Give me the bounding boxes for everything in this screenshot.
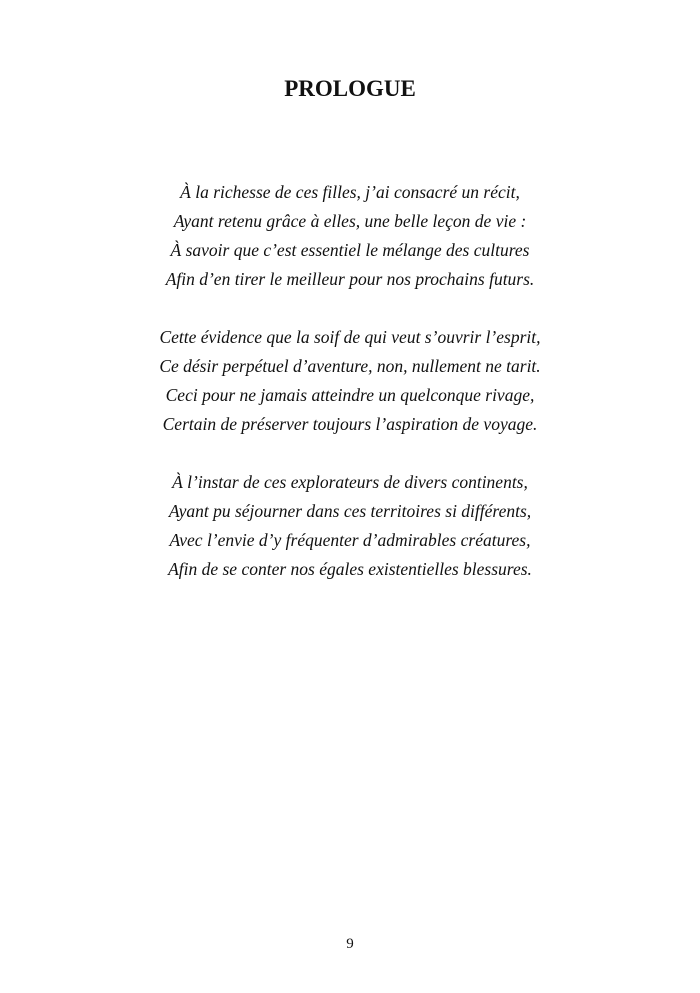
verse-line: Afin d’en tirer le meilleur pour nos prochains futurs. xyxy=(165,269,535,289)
poem xyxy=(0,178,700,613)
stanza xyxy=(0,468,700,584)
verse-line: Afin de se conter nos égales existentielles blessures. xyxy=(168,559,532,579)
verse-line: Certain de préserver toujours l’aspiration de voyage. xyxy=(162,414,538,434)
verse-line: À l’instar de ces explorateurs de divers continents, xyxy=(172,472,528,492)
stanza xyxy=(0,178,700,294)
page-title: PROLOGUE xyxy=(284,76,416,101)
verse-line: À la richesse de ces filles, j’ai consacré un récit, xyxy=(180,182,520,202)
verse-line: Avec l’envie d’y fréquenter d’admirables créatures, xyxy=(169,530,531,550)
verse-line: À savoir que c’est essentiel le mélange des cultures xyxy=(170,240,530,260)
page-number: 9 xyxy=(346,936,354,952)
verse-line: Ce désir perpétuel d’aventure, non, nullement ne tarit. xyxy=(159,356,541,376)
stanza xyxy=(0,323,700,439)
verse-line: Ayant retenu grâce à elles, une belle leçon de vie : xyxy=(173,211,527,231)
verse-line: Ayant pu séjourner dans ces territoires si différents, xyxy=(168,501,532,521)
verse-line: Ceci pour ne jamais atteindre un quelconque rivage, xyxy=(165,385,535,405)
verse-line: Cette évidence que la soif de qui veut s’ouvrir l’esprit, xyxy=(159,327,541,347)
